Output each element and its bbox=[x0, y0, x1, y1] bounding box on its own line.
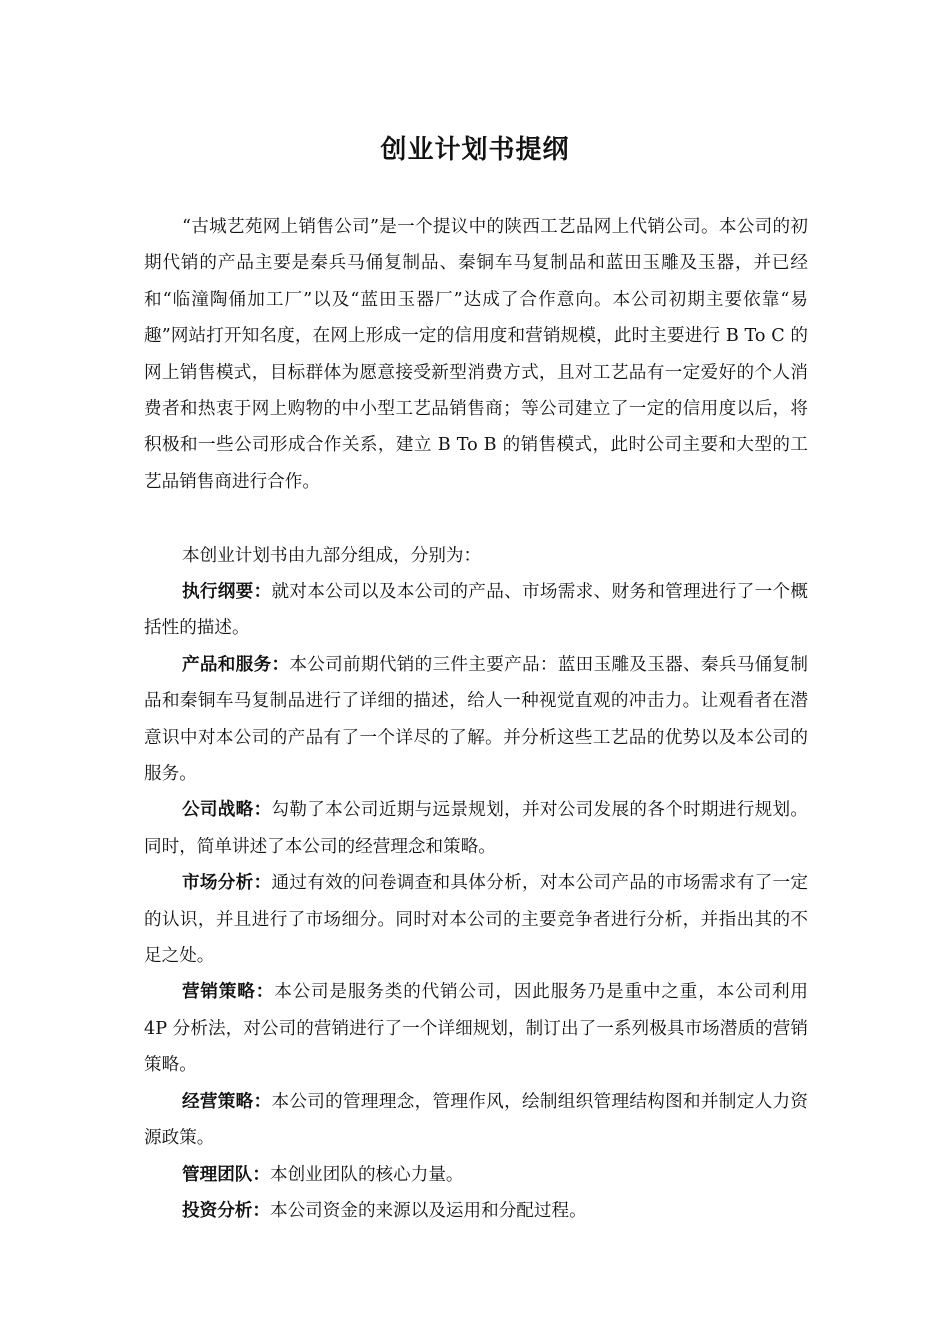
section-description: 通过有效的问卷调查和具体分析，对本公司产品的市场需求有了一定的认识，并且进行了市场细分。同时对本公司的主要竞争者进行分析，并指出其的不足之处。 bbox=[144, 873, 808, 967]
section-description: 本公司资金的来源以及运用和分配过程。 bbox=[269, 1200, 587, 1221]
section-term: 投资分析： bbox=[182, 1200, 270, 1221]
section-market-analysis bbox=[144, 865, 808, 974]
section-investment-analysis bbox=[144, 1193, 808, 1229]
section-executive-summary bbox=[144, 574, 808, 647]
section-management-team bbox=[144, 1157, 808, 1193]
section-term: 经营策略： bbox=[182, 1091, 272, 1112]
outline-sections bbox=[144, 574, 808, 1229]
section-marketing-strategy bbox=[144, 974, 808, 1083]
section-term: 产品和服务： bbox=[182, 654, 290, 675]
section-term: 管理团队： bbox=[182, 1164, 270, 1185]
section-products-services bbox=[144, 647, 808, 793]
section-term: 执行纲要： bbox=[182, 582, 272, 602]
section-description: 勾勒了本公司近期与远景规划，并对公司发展的各个时期进行规划。同时，简单讲述了本公司的经营理念和策略。 bbox=[144, 800, 808, 857]
section-description: 本公司是服务类的代销公司，因此服务乃是重中之重，本公司利用 4P 分析法，对公司的营销进行了一个详细规划，制订出了一系列极具市场潜质的营销策略。 bbox=[144, 982, 808, 1076]
section-description: 本创业团队的核心力量。 bbox=[269, 1164, 464, 1185]
outline-lead-paragraph: 本创业计划书由九部分组成，分别为： bbox=[182, 546, 482, 566]
section-term: 营销策略： bbox=[182, 982, 275, 1003]
section-term: 市场分析： bbox=[182, 873, 272, 894]
section-description: 就对本公司以及本公司的产品、市场需求、财务和管理进行了一个概括性的描述。 bbox=[144, 582, 808, 639]
section-term: 公司战略： bbox=[182, 800, 272, 821]
section-operations-strategy bbox=[144, 1084, 808, 1157]
section-company-strategy bbox=[144, 792, 808, 865]
document-title: 创业计划书提纲 bbox=[380, 135, 570, 165]
intro-paragraph: “古城艺苑网上销售公司”是一个提议中的陕西工艺品网上代销公司。本公司的初期代销的产品主要是秦兵马俑复制品、秦铜车马复制品和蓝田玉雕及玉器，并已经和“临潼陶俑加工厂”以及“蓝田玉器厂”达成了合作意向。本公司初期主要依靠“易趣”网站打开知名度，在网上形成一定的信用度和营销规模，此时主要进行 B To C 的网上销售模式，目标群体为愿意接受新型消费方式，且对工艺品有一定爱好的个人消费者和热衷于网上购物的中小型工艺品销售商；等公司建立了一定的信用度以后，将积极和一些公司形成合作关系，建立 B To B 的销售模式，此时公司主要和大型的工艺品销售商进行合作。 bbox=[144, 217, 808, 492]
section-description: 本公司前期代销的三件主要产品：蓝田玉雕及玉器、秦兵马俑复制品和秦铜车马复制品进行了详细的描述，给人一种视觉直观的冲击力。让观看者在潜意识中对本公司的产品有了一个详尽的了解。并分析这些工艺品的优势以及本公司的服务。 bbox=[144, 654, 808, 785]
section-description: 本公司的管理理念，管理作风，绘制组织管理结构图和并制定人力资源政策。 bbox=[144, 1091, 808, 1149]
